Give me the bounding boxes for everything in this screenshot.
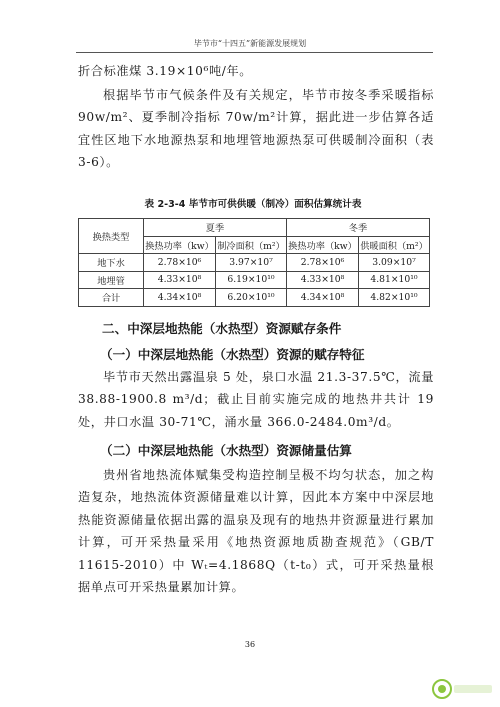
cell-summer-power: 2.78×10⁶ (144, 254, 216, 272)
paragraph-hot-springs: 毕节市天然出露温泉 5 处，泉口水温 21.3-37.5℃，流量 38.88-1900.8 m³/d；截止目前实施完成的地热井共计 19 处，井口水温 30-71℃，涌水量 366.0-2484.0m³/d。 (78, 370, 434, 429)
table-row (79, 271, 430, 289)
table-row (79, 254, 430, 272)
col-header-summer: 夏季 (144, 219, 287, 237)
header-divider (76, 52, 433, 53)
cell-winter-power: 4.33×10⁸ (286, 271, 358, 289)
cell-type: 合计 (79, 289, 144, 307)
page-number: 36 (244, 640, 256, 649)
col-header-heating-area: 供暖面积（m²） (359, 236, 430, 254)
subsection-heading-occurrence: （一）中深层地热能（水热型）资源的赋存特征 (100, 347, 365, 362)
energy-site-watermark-icon (430, 676, 494, 702)
cell-heating-area: 3.09×10⁷ (359, 254, 430, 272)
col-header-cooling-area: 制冷面积（m²） (216, 236, 287, 254)
cell-winter-power: 2.78×10⁶ (286, 254, 358, 272)
col-header-winter: 冬季 (286, 219, 429, 237)
heating-area-table (78, 218, 430, 307)
cell-type: 地下水 (79, 254, 144, 272)
cell-cooling-area: 3.97×10⁷ (216, 254, 287, 272)
cell-heating-area: 4.82×10¹⁰ (359, 289, 430, 307)
col-header-winter-power: 换热功率（kw） (286, 236, 358, 254)
col-header-summer-power: 换热功率（kw） (144, 236, 216, 254)
cell-winter-power: 4.34×10⁸ (286, 289, 358, 307)
cell-cooling-area: 6.20×10¹⁰ (216, 289, 287, 307)
table-row (79, 289, 430, 307)
paragraph-reserve-estimation: 贵州省地热流体赋集受构造控制呈极不均匀状态，加之构造复杂，地热流体资源储量难以计算，因此本方案中中深层地热能资源储量依据出露的温泉及现有的地热井资源量进行累加计算，可开采热量采用《地热资源地质勘查规范》（GB/T 11615-2010）中 Wₜ=4.1868Q（t-t₀）式，可开采热量根据单点可开采热量累加计算。 (78, 468, 434, 595)
section-heading: 二、中深层地热能（水热型）资源赋存条件 (102, 321, 342, 336)
running-header: 毕节市“十四五”新能源发展规划 (193, 39, 307, 48)
cell-summer-power: 4.33×10⁸ (144, 271, 216, 289)
table-caption: 表 2-3-4 毕节市可供供暖（制冷）面积估算统计表 (144, 199, 362, 210)
cell-type: 地埋管 (79, 271, 144, 289)
cell-cooling-area: 6.19×10¹⁰ (216, 271, 287, 289)
col-header-type: 换热类型 (79, 219, 144, 254)
cell-summer-power: 4.34×10⁸ (144, 289, 216, 307)
paragraph-heating-indicators: 根据毕节市气候条件及有关规定，毕节市按冬季采暖指标 90w/m²、夏季制冷指标 70w/m²计算，据此进一步估算各适宜性区地下水地源热泵和地埋管地源热泵可供暖制冷面积（表 3-6）。 (78, 88, 434, 170)
cell-heating-area: 4.81×10¹⁰ (359, 271, 430, 289)
subsection-heading-reserves: （二）中深层地热能（水热型）资源储量估算 (100, 443, 352, 458)
paragraph-coal-equivalent: 折合标准煤 3.19×10⁶吨/年。 (78, 64, 253, 78)
